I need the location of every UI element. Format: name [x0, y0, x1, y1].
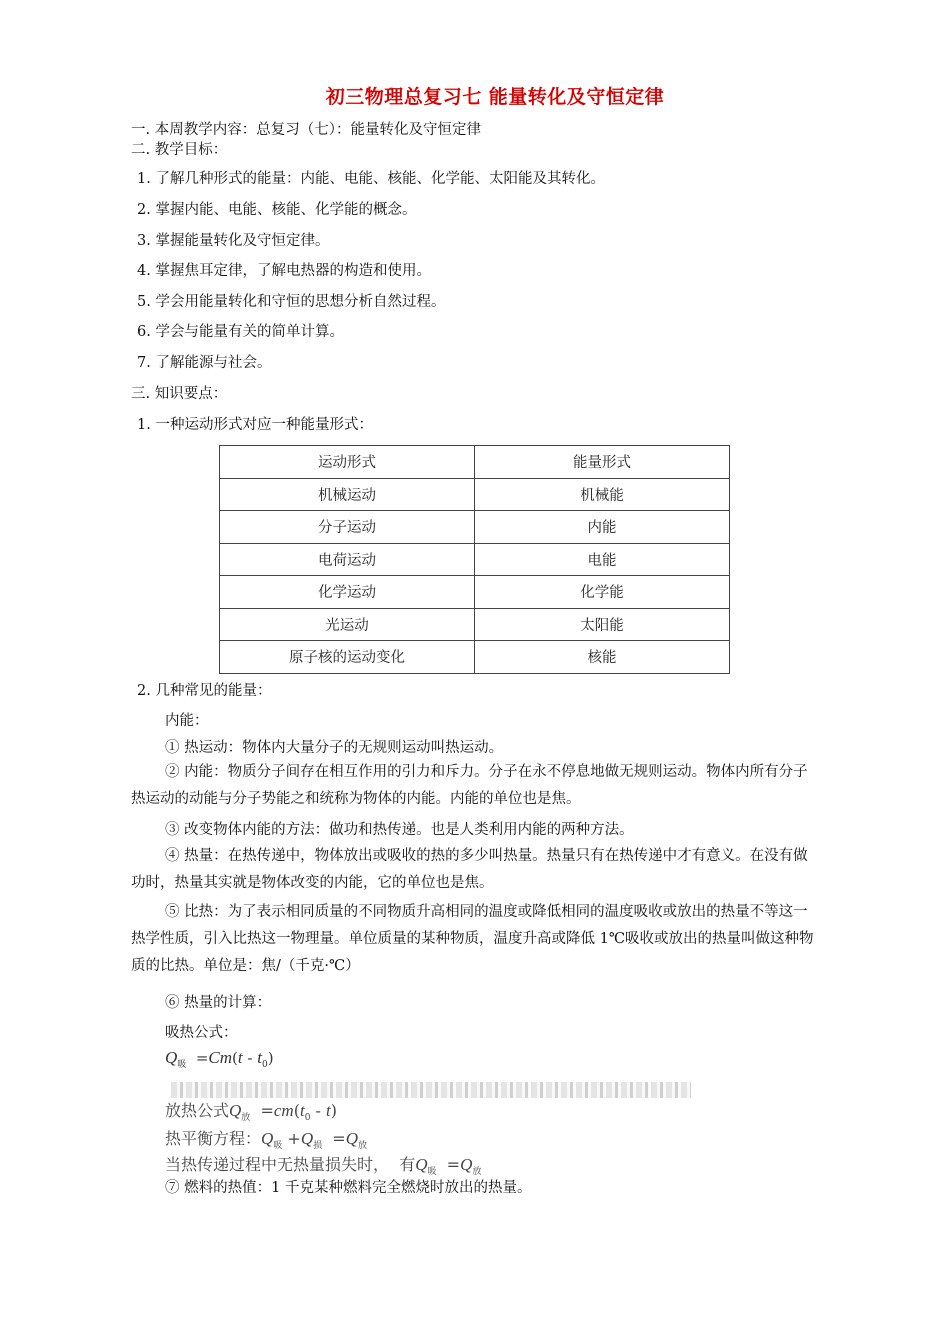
table-cell: 电能 — [475, 543, 730, 576]
table-cell: 机械能 — [475, 478, 730, 511]
table-row — [220, 641, 730, 674]
item-specific-heat: ⑤ 比热：为了表示相同质量的不同物质升高相同的温度或降低相同的温度吸收或放出的热量不等这一热学性质，引入比热这一物理量。单位质量的某种物质，温度升高或降低 1℃吸收或放出的热量叫做这种物质的比热。单位是：焦/（千克·℃） — [131, 904, 814, 974]
objective-item: 6. 学会与能量有关的简单计算。 — [137, 324, 344, 340]
section-key-points: 三. 知识要点： — [131, 386, 228, 402]
objective-item: 2. 掌握内能、电能、核能、化学能的概念。 — [137, 202, 417, 218]
absorb-formula-label: 吸热公式： — [165, 1025, 238, 1041]
table-cell: 机械运动 — [220, 478, 475, 511]
table-cell: 内能 — [475, 511, 730, 544]
document-title: 初三物理总复习七 能量转化及守恒定律 — [325, 86, 665, 108]
table-row — [220, 543, 730, 576]
no-loss-formula: 当热传递过程中无热量损失时， 有$Q_吸 =Q_放$ — [165, 1155, 482, 1177]
energy-forms-table — [219, 445, 730, 674]
absorb-formula: $Q_吸 =Cm(t - t_0)$ — [165, 1048, 274, 1070]
table-row — [220, 511, 730, 544]
key-point-2: 2. 几种常见的能量： — [137, 683, 272, 699]
scan-artifact — [171, 1082, 691, 1098]
table-row — [220, 478, 730, 511]
table-cell: 太阳能 — [475, 608, 730, 641]
objective-item: 4. 掌握焦耳定律，了解电热器的构造和使用。 — [137, 263, 431, 279]
objective-item: 3. 掌握能量转化及守恒定律。 — [137, 233, 330, 249]
table-cell: 运动形式 — [220, 446, 475, 479]
table-cell: 化学运动 — [220, 576, 475, 609]
section-content: 一. 本周教学内容：总复习（七）：能量转化及守恒定律 — [131, 122, 481, 138]
item-heat-motion: ① 热运动：物体内大量分子的无规则运动叫热运动。 — [165, 740, 504, 756]
heat-balance-formula: 热平衡方程：$Q_吸 +Q_损 =Q_放$ — [165, 1129, 367, 1151]
item-inner-energy: ② 内能：物质分子间存在相互作用的引力和斥力。分子在永不停息地做无规则运动。物体内所有分子热运动的动能与分子势能之和统称为物体的内能。内能的单位也是焦。 — [131, 764, 808, 807]
section-objectives: 二. 教学目标： — [131, 142, 228, 158]
table-cell: 光运动 — [220, 608, 475, 641]
table-row — [220, 446, 730, 479]
table-cell: 能量形式 — [475, 446, 730, 479]
table-cell: 电荷运动 — [220, 543, 475, 576]
item-heat-calc: ⑥ 热量的计算： — [165, 995, 272, 1011]
table-cell: 核能 — [475, 641, 730, 674]
item-heat-quantity: ④ 热量：在热传递中，物体放出或吸收的热的多少叫热量。热量只有在热传递中才有意义。在没有做功时，热量其实就是物体改变的内能，它的单位也是焦。 — [131, 848, 808, 891]
item-change-methods: ③ 改变物体内能的方法：做功和热传递。也是人类利用内能的两种方法。 — [165, 822, 634, 838]
item-fuel-heat-value: ⑦ 燃料的热值：1 千克某种燃料完全燃烧时放出的热量。 — [165, 1180, 532, 1196]
table-cell: 化学能 — [475, 576, 730, 609]
objective-item: 5. 学会用能量转化和守恒的思想分析自然过程。 — [137, 294, 446, 310]
inner-energy-heading: 内能： — [165, 713, 209, 729]
table-cell: 分子运动 — [220, 511, 475, 544]
key-point-1: 1. 一种运动形式对应一种能量形式： — [137, 417, 373, 433]
objective-item: 7. 了解能源与社会。 — [137, 355, 272, 371]
table-row — [220, 576, 730, 609]
release-formula: 放热公式$Q_放 =cm(t_0 - t)$ — [165, 1101, 338, 1123]
table-cell: 原子核的运动变化 — [220, 641, 475, 674]
table-row — [220, 608, 730, 641]
objective-item: 1. 了解几种形式的能量：内能、电能、核能、化学能、太阳能及其转化。 — [137, 171, 605, 187]
